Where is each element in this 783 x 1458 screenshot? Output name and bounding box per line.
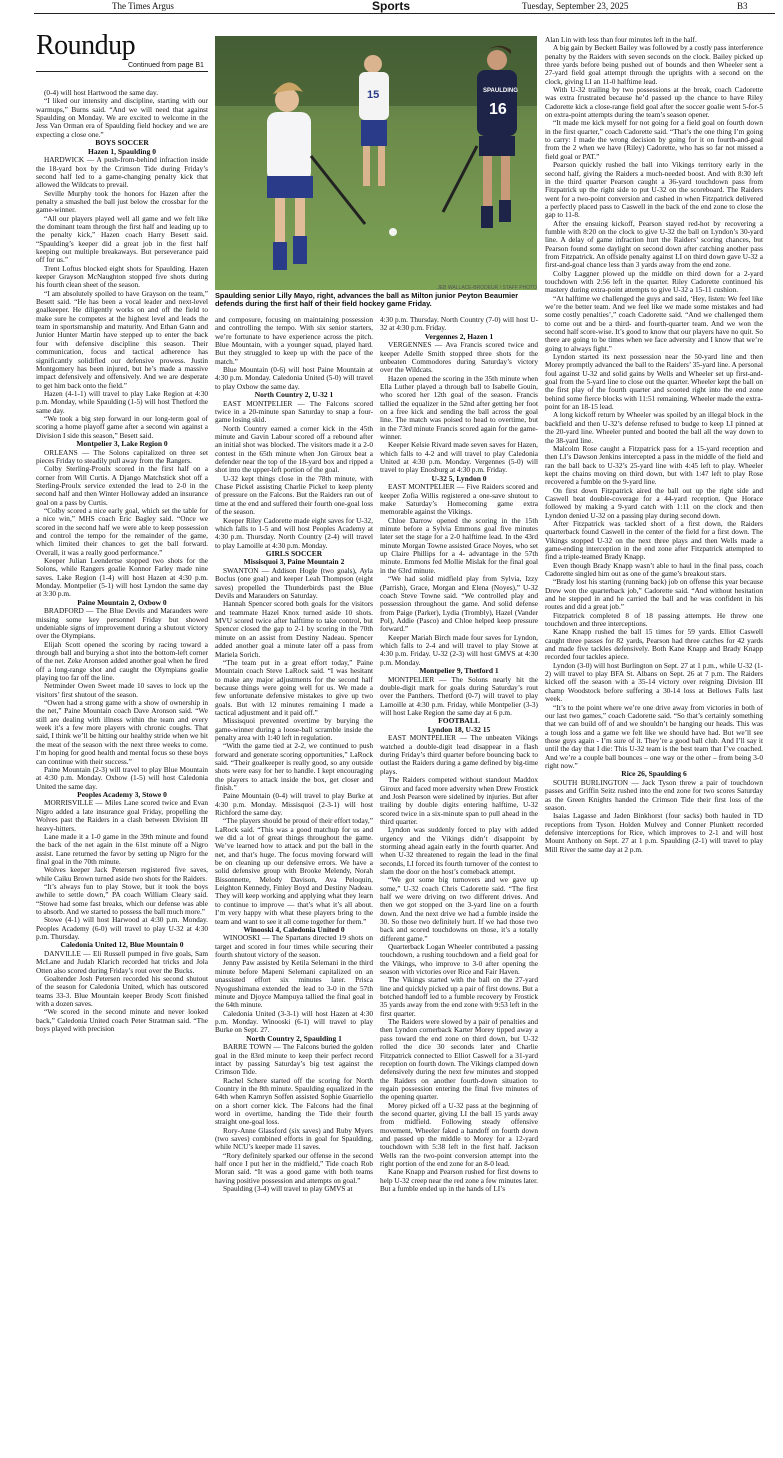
paragraph: Lyndon (3-0) will host Burlington on Sept. 27 at 1 p.m., while U-32 (1-2) will travel to play BFA St. Albans on Sept. 26 at 7 p.m. The Raiders kicked off the season with a 35-14 victory over reigning Division III champ Woodstock before suffering a 30-14 loss at Bellows Falls last week.	[545, 660, 763, 704]
section-heading: Missisquoi 3, Paine Mountain 2	[243, 557, 345, 567]
paragraph: EAST MONTPELIER — Five Raiders scored and keeper Zofia Willis registered a one-save shutout to make Saturday’s Homecoming game extra memorable against the Vikings.	[380, 482, 538, 517]
title-rule	[36, 71, 208, 72]
paragraph: (0-4) will host Hartwood the same day.	[44, 88, 159, 97]
paragraph: and composure, focusing on maintaining possession and controlling the tempo. With six senior starters, we’re fortunate to have experience across the pitch. Blue Mountain, with a younger squad, played hard. But they struggled to keep up with the pace of the match.”	[215, 315, 373, 366]
paragraph: Even though Brady Knapp wasn’t able to haul in the final pass, coach Cadorette singled him out as one of the game’s breakout stars.	[545, 560, 763, 578]
paragraph: Isaias Lagasse and Jaden Binkhorst (four sacks) both hauled in TD receptions from Tyson. Holden Mulvey and Conner Plunkett recorded defensive interceptions for Rice, which improves to 2-1 and will host Mount Anthony on Sept. 27 at 1 p.m. Spaulding (2-1) will travel to play Mill River the same day at 2 p.m.	[545, 811, 763, 854]
issue-date: Tuesday, September 23, 2025	[522, 1, 629, 11]
paragraph: Lyndon was suddenly forced to play with added urgency and the Vikings didn’t disappoint by storming ahead again early in the fourth quarter. And when U-32 threatened to regain the lead in the final seconds, LI forced its fourth turnover of the contest to slam the door on the host’s comeback attempt.	[380, 825, 538, 876]
continued-note: Continued from page B1	[128, 62, 204, 69]
paragraph: Jenny Paw assisted by Ketila Selemani in the third minute before Mapeni Selemani capitalized on an unassisted effort six minutes later. Prisca Nyogushimana extended the lead to 3-0 in the 57th minute and Djoyce Mampuya tallied the final goal in the 64th minute.	[215, 958, 373, 1010]
paragraph: Colby Sterling-Proulx scored in the first half on a corner from Will Curtis. A Django Matchstick shot off a Sterling-Proulx service extended the lead to 2-0 in the second half and then Winter Holloway added an insurance goal on a pass by Curtis.	[36, 464, 208, 507]
article-column-4	[545, 36, 763, 854]
paragraph: MORRISVILLE — Miles Lane scored twice and Evan Nigro added a late insurance goal Friday, propelling the Wolves past the Raiders in a clash between Division III heavy-hitters.	[36, 798, 208, 833]
article-column-2	[215, 316, 373, 1193]
section-heading: Hazen 1, Spaulding 0	[88, 146, 156, 156]
paragraph: Chloe Darrow opened the scoring in the 15th minute before a Sylvia Emmons goal five minutes later set the stage for a 2-0 halftime lead. In the 43rd minute Morgan Towne assisted Grace Noyes, who set up Claire Phillips for a 4- advantage in the 57th minute. Emmons fed Mollie Mislak for the final goal in the 63rd minute.	[380, 515, 538, 575]
paragraph: On first down Fitzpatrick aired the ball out up the right side and Caswell beat double-coverage for a 44-yard reception. Que Horace followed by making a 9-yard catch with 1:11 on the clock and then Lyndon denied U-32 on a passing play during second down.	[545, 485, 763, 520]
paragraph: A long kickoff return by Wheeler was spoiled by an illegal block in the backfield and then U-32’s defense refused to budge to keep LI pinned at the 20-yard line. Wheeler punted and booted the ball all the way down to the 38-yard line.	[545, 410, 763, 445]
paragraph: Wolves keeper Jack Petersen registered five saves, while Caiku Brown turned aside two shots for the Raiders.	[36, 865, 208, 883]
section-heading: Lyndon 18, U-32 15	[427, 724, 491, 734]
paragraph: “At halftime we challenged the guys and said, ‘Hey, listen: We feel like we’re the better team. And we feel like we made some mistakes and had some costly penalties’,” coach Cadorette said. “And we challenged them to come out and be a third- and fourth-quarter team. And we won the second half score-wise. It’s good to know that our players have no quit. So there are going to be times when we face adversity and I know that we’re going to always fight.”	[545, 293, 763, 353]
section-heading: Vergennes 2, Hazen 1	[424, 331, 494, 341]
paragraph: 4:30 p.m. Thursday. North Country (7-0) will host U-32 at 4:30 p.m. Friday.	[380, 315, 538, 333]
paragraph: SOUTH BURLINGTON — Jack Tyson threw a pair of touchdown passes and Griffin Seitz rushed into the end zone for two scores Saturday as the Green Knights handed the Crimson Tide their first loss of the season.	[545, 777, 763, 812]
paragraph: HARDWICK — A push-from-behind infraction inside the 18-yard box by the Crimson Tide during Friday’s second half led to a game-changing penalty kick that allowed the Wildcats to prevail.	[36, 155, 208, 190]
section-heading: North Country 2, U-32 1	[254, 390, 334, 400]
page-title: Roundup	[36, 30, 136, 61]
photo-caption: Spaulding senior Lilly Mayo, right, advances the ball as Milton junior Peyton Beaumier defends during the first half of their field hockey game Friday.	[215, 291, 519, 309]
paragraph: Seville Murphy took the honors for Hazen after the penalty a smashed the ball just below the crossbar for the game-winner.	[36, 188, 208, 215]
paragraph: Pearson quickly rushed the ball into Vikings territory early in the second half, giving the Raiders a much-needed boost. And with 8:30 left in the third quarter Pearson caught a 36-yard touchdown pass from Fitzpatrick up the right side to put U-32 on the scoreboard. The Raiders went for a two-point conversion and cashed in when Fitzpatrick delivered a perfectly placed pass to Caswell in the back of the end zone to close the gap to 11-8.	[545, 160, 763, 220]
paragraph: Rachel Schere started off the scoring for North Country in the 8th minute. Spaulding equalized in the 64th when Kamryn Soffen assisted Sophie Guarriello on a short corner kick. The Falcons had the final word in overtime, handing the Tide their fourth straight one-goal loss.	[215, 1075, 373, 1127]
paragraph: EAST MONTPELIER — The Falcons scored twice in a 20-minute span Saturday to snap a four-game losing skid.	[215, 398, 373, 425]
paragraph: Paine Mountain (2-3) will travel to play Blue Mountain at 4:30 p.m. Monday. Oxbow (1-5) will host Caledonia United the same day.	[36, 764, 208, 791]
paragraph: VERGENNES — Ava Francis scored twice and keeper Adelle Smith stopped three shots for the unbeaten Commodores during Saturday’s victory over the Wildcats.	[380, 340, 538, 375]
paragraph: “I am absolutely spoiled to have Grayson on the team,” Besett said. “He has been a vocal leader and next-level goalkeeper. He diligently works on and off the field to make sure he competes at the highest level and leads the team in sportsmanship and maturity. And Ethan Gann and Junior Hunter Martin have stepped up to enter the back four with defensive discipline this season. Their communication, focus and tactical adherence has significantly solidified our defensive prowess. Justin Montgomery has been injured, but he’s made a massive impact defensively and offensively. And we are desperate to get him back onto the field.”	[36, 288, 208, 390]
paragraph: Alan Lin with less than four minutes left in the half.	[545, 35, 697, 44]
paragraph: Hannah Spencer scored both goals for the visitors and teammate Hazel Knox turned aside 10 shots. MVU scored twice after halftime to take control, but Spencer closed the gap to 2-1 by scoring in the 70th minute on an assist from Destiny Nadeau. Spencer added another goal a minute later off a pass from Mariela Sorich.	[215, 599, 373, 659]
photo-credit: JEB WALLACE-BRODEUR / STAFF PHOTO	[437, 285, 537, 291]
field-hockey-photo	[215, 36, 537, 290]
section-heading: Caledonia United 12, Blue Mountain 0	[60, 940, 184, 950]
paragraph: “All our players played well all game and we felt like the dominant team through the first half and leading up to the penalty kick,” Hazen coach Harry Besett said. “Spaulding’s keeper did a great job in the first half keeping out multiple breakaways. But perseverance paid off for us.”	[36, 213, 208, 265]
paragraph: Rory-Anne Glassford (six saves) and Ruby Myers (two saves) combined efforts in goal for Spaulding, while NCU’s keeper made 11 saves.	[215, 1125, 373, 1152]
paragraph: “It’s to the point where we’re one drive away from victories in both of our last two games,” coach Cadorette said. “So that’s certainly something that we can build off of and we shouldn’t be hanging our heads. This was a tough loss and a game we felt like we should have had. But we’ll see those guys again - I’m sure of it. They’re a good ball club. And I’ll say it until the day that I die: This U-32 team is the best team that I’ve coached. And we’re a couple ball bounces – one way or the other – from being 3-0 right now.”	[545, 702, 763, 770]
paragraph: Goaltender Josh Petersen recorded his second shutout of the season for Caledonia United, which has outscored teams 33-3. Blue Mountain keeper Brody Scott finished with a dozen saves.	[36, 973, 208, 1008]
article-column-1	[36, 89, 208, 1033]
paragraph: BARRE TOWN — The Falcons buried the golden goal in the 83rd minute to keep their perfect record intact by passing Saturday’s big test against the Crimson Tide.	[215, 1042, 373, 1077]
section-name: Sports	[372, 0, 411, 13]
paragraph: Quarterback Logan Wheeler contributed a passing touchdown, a rushing touchdown and a field goal for the Vikings, who improve to 3-0 after opening the season with victories over Rice and Fair Haven.	[380, 942, 538, 977]
section-heading: FOOTBALL	[438, 716, 480, 726]
paragraph: “It made me kick myself for not going for a field goal on fourth down in the first quarter,” coach Cadorette said. “That’s the one thing I’m going to carry: I made the wrong decision by going for it on fourth-and-goal from the 2 when we have (Riley) Cadorette, who has so far not missed a field goal or PAT.”	[545, 118, 763, 161]
paragraph: Caledonia United (3-3-1) will host Hazen at 4:30 p.m. Monday. Winooski (6-1) will travel to play Burke on Sept. 27.	[215, 1008, 373, 1035]
section-heading: Montpelier 9, Thetford 1	[419, 665, 499, 675]
paragraph: The Raiders were slowed by a pair of penalties and then Lyndon cornerback Karter Morey tipped away a pass toward the end zone on third down, but U-32 rolled the dice 30 seconds later and Charlie Fitzpatrick connected to Elliot Caswell for a 31-yard reception on fourth down. The Vikings clamped down defensively during the next few minutes and stopped the Raiders on another fourth-down situation to regain possession entering the final five minutes of the opening quarter.	[380, 1017, 538, 1102]
section-heading: BOYS SOCCER	[95, 138, 149, 148]
photo-illustration	[215, 36, 537, 290]
paragraph: WINOOSKI — The Spartans directed 19 shots on target and scored in four times while securing their fourth shutout victory of the season.	[215, 933, 373, 960]
svg-text:16: 16	[489, 101, 507, 118]
svg-text:15: 15	[367, 89, 380, 101]
article-column-3	[380, 316, 538, 1193]
paragraph: A big gain by Beckett Bailey was followed by a costly pass interference penalty by the Raiders with seven seconds on the clock. Bailey picked up three yards before being pushed out of bounds and then Wheeler sent a 27-yard field goal attempt through the uprights with a second on the clock, giving LI an 11-0 halftime lead.	[545, 43, 763, 86]
paragraph: “Rory definitely sparked our offense in the second half once I put her in the midfield,” Tide coach Rob Moran said. “It was a good game with both teams having positive possession and attempts on goal.”	[215, 1150, 373, 1185]
paragraph: Lyndon started its next possession near the 50-yard line and then Morey promptly advanced the ball to the Raiders’ 35-yard line. A personal foul against U-32 and solid gains by Wells and Wheeler set up first-and-goal from the 5-yard line to close out the quarter. Wheeler kept the ball on the first play of the fourth quarter and scooted right into the end zone behind some fierce blocks with 11:51 remaining. Wheeler made the extra-point for an 18-15 lead.	[545, 352, 763, 412]
section-heading: U-32 5, Lyndon 0	[431, 473, 487, 483]
paragraph: Elijah Scott opened the scoring by racing toward a through ball and burying a shot into the bottom-left corner of the net. Zeke Aronson added another goal when he fired off a long-range shot and caught the Olympians goalie playing too far off the line.	[36, 639, 208, 683]
paragraph: U-32 kept things close in the 78th minute, with Chase Pickel assisting Charlie Pickel to keep plenty of pressure on the Falcons. But the Raiders ran out of time at the end and suffered their fourth one-goal loss of the season.	[215, 473, 373, 517]
section-heading: North Country 2, Spaulding 1	[246, 1033, 342, 1043]
paragraph: After Fitzpatrick was tackled short of a first down, the Raiders quarterback found Caswell in the center of the field for a first down. The Vikings stopped U-32 on the next three plays and then Wells made a game-ending interception in the end zone after Fitzpatrick attempted to find a triple-teamed Brady Knapp.	[545, 518, 763, 562]
section-heading: Paine Mountain 2, Oxbow 0	[77, 597, 167, 607]
paragraph: Missisquoi prevented overtime by burying the game-winner during a loose-ball scramble inside the penalty area with 1:40 left in regulation.	[215, 716, 373, 742]
header-rule	[34, 13, 775, 14]
paragraph: SWANTON — Addison Hogle (two goals), Ayla Boclus (one goal) and keeper Leah Thompson (eight saves) propelled the Thunderbirds past the Blue Devils and Marauders on Saturday.	[215, 566, 373, 601]
paragraph: “We had solid midfield play from Sylvia, Izzy (Parrish), Grace, Morgan and Elena (Noyes),” U-32 coach Steve Towne said. “We controlled play and possession throughout the game. And solid defense from Paige (Parker), Lydia (Trombly), Hazel (Vander Pol), Addie (Pasco) and Chloe helped keep pressure forward.”	[380, 574, 538, 634]
paragraph: “We scored in the second minute and never looked back,” Caledonia United coach Peter Stratman said. “The boys played with precision	[36, 1007, 208, 1033]
paragraph: Blue Mountain (0-6) will host Paine Mountain at 4:30 p.m. Monday. Caledonia United (5-0) will travel to play Oxbow the same day.	[215, 365, 373, 391]
paragraph: After the ensuing kickoff, Pearson stayed red-hot by recovering a fumble with 8:20 on the clock to give U-32 the ball on Lyndon’s 30-yard line. A delay of game infraction hurt the Raiders’ scoring chances, but Pearson found some daylight on second down after catching another pass from Fitzpatrick. An offside penalty against LI on third down gave U-32 a first-and-goal chance less than 3 yards away from the end zone.	[545, 218, 763, 270]
paper-name: The Times Argus	[112, 1, 174, 11]
paragraph: “Brady lost his starting (running back) job on offense this year because Drew won the quarterback job,” Cadorette said. “And without hesitation and he stepped in and he carried the ball and he was confident in his routes and did a great job.”	[545, 577, 763, 612]
paragraph: Keeper Kelsie Rivard made seven saves for Hazen, which falls to 4-2 and will travel to play Caledonia United at 4:30 p.m. Monday. Vergennes (5-0) will travel to play Enosburg at 4:30 p.m. Friday.	[380, 440, 538, 475]
paragraph: Keeper Mariah Birch made four saves for Lyndon, which falls to 2-4 and will travel to play Stowe at 4:30 p.m. Friday. U-32 (2-3) will host GMVS at 4:30 p.m. Monday.	[380, 632, 538, 667]
svg-text:SPAULDING: SPAULDING	[483, 88, 518, 94]
paragraph: “The players should be proud of their effort today,” LaRock said. “This was a good matchup for us and we did a lot of great things throughout the game. We’ve learned how to attack and put the ball in the net, and that’s huge. The focus moving forward will be on cleaning up our defensive errors. We have a solid defensive group with Brooke Melendy, Norah Bissonnette, Melody Davison, Ava Peloquin, Leighton Kennedy, Finley Boyd and Destiny Nadeau. They will keep working and applying what they learn to continue to improve — that’s what it’s all about. I’m very happy with what these players bring to the team and want to see it all come together for them.”	[215, 816, 373, 926]
paragraph: ORLEANS — The Solons capitalized on three set pieces Friday to steadily pull away from the Rangers.	[36, 447, 208, 465]
paragraph: “With the game tied at 2-2, we continued to push forward and generate scoring opportunities,” LaRock said. “Their goalkeeper is really good, so any outside shots were easy for her to handle. I kept encouraging the players to attack inside the box, get closer and finish.”	[215, 741, 373, 792]
paragraph: MONTPELIER — The Solons nearly hit the double-digit mark for goals during Saturday’s rout over the Panthers. Thetford (0-7) will travel to play Lamoille at 4:30 p.m. Friday, while Montpelier (3-3) will host Lake Region the same day at 6 p.m.	[380, 674, 538, 717]
ball	[389, 228, 397, 236]
page-number: B3	[737, 1, 748, 11]
paragraph: Keeper Riley Cadorette made eight saves for U-32, which falls to 1-5 and will host Peoples Academy at 4:30 p.m. Thursday. North Country (2-4) will travel to play Lamoille at 4:30 p.m. Monday.	[215, 515, 373, 550]
section-heading: GIRLS SOCCER	[265, 548, 323, 558]
paragraph: Colby Laggner plowed up the middle on third down for a 2-yard touchdown with 2:56 left in the quarter. Riley Cadorette continued his mastery during extra-point attempts to give U-32 a 15-11 cushion.	[545, 268, 763, 295]
paragraph: Malcolm Rose caught a Fitzpatrick pass for a 15-yard reception and then LI’s Dawson Jenkins intercepted a pass in the middle of the field and ran the ball back to U-32’s 25-yard line with 4:45 left to play. Wheeler kept the chains moving on third down, but with 1:47 left to play Rose recovered a fumble on the 9-yard line.	[545, 443, 763, 487]
paragraph: The Raiders competed without standout Maddox Giroux and faced more adversity when Drew Frostick and Josh Pearson were sidelined by injuries. But after trailing by double digits entering halftime, U-32 scored twice in a six-minute span to pull ahead in the third quarter.	[380, 775, 538, 826]
paragraph: Hazen opened the scoring in the 35th minute when Ella Luther played a through ball to Isabelle Gouin, who scored her 12th goal of the season. Francis tallied the equalizer in the 52nd after getting her foot on a free kick and sending the ball across the goal line. The match was poised to head to overtime, but in the 73rd minute Francis scored again for the game-winner.	[380, 373, 538, 442]
section-heading: Rice 26, Spaulding 6	[621, 769, 687, 779]
section-heading: Winooski 4, Caledonia United 0	[243, 924, 345, 934]
section-heading: Peoples Academy 3, Stowe 0	[77, 789, 167, 799]
paragraph: “I liked our intensity and discipline, starting with our warmups,” Burns said. “And we will need that against Spaulding on Monday. We are excited to welcome in the Jess Van Orman era of Spaulding field hockey and we are expecting a close one.”	[36, 96, 208, 139]
paragraph: Paine Mountain (0-4) will travel to play Burke at 4:30 p.m. Monday. Missisquoi (2-3-1) will host Richford the same day.	[215, 791, 373, 818]
paragraph: “We took a big step forward in our long-term goal of scoring a home playoff game after a second win against a Division I side this season,” Besett said.	[36, 413, 208, 440]
paragraph: Keeper Julian Leendertse stopped two shots for the Solons, while Rangers goalie Konnor Farley made nine saves. Lake Region (1-4) will host Hazen at 4:30 p.m. Monday. Montpelier (5-1) will host Lyndon the same day at 3:30 p.m.	[36, 556, 208, 599]
paragraph: With U-32 trailing by two possessions at the break, coach Cadorette was extra frustrated because he’d passed up the chance to have Riley Cadorette kick a close-range field goal after the soccer goalie went 5-for-5 on extra-point attempts during the team’s season opener.	[545, 85, 763, 120]
paragraph: EAST MONTPELIER — The unbeaten Vikings watched a double-digit lead disappear in a flash during Friday’s third quarter before bouncing back to outlast the Raiders during a game defined by big-time plays.	[380, 733, 538, 776]
paragraph: The Vikings started with the ball on the 27-yard line and quickly picked up a pair of first downs. But a botched handoff led to a fumble recovery by Frostick 35 yards away from the end zone with 9:53 left in the first quarter.	[380, 975, 538, 1018]
paragraph: Hazen (4-1-1) will travel to play Lake Region at 4:30 p.m. Monday, while Spaulding (1-5) will host Thetford the same day.	[36, 388, 208, 415]
paragraph: Fitzpatrick completed 8 of 18 passing attempts. He threw one touchdown and three interceptions.	[545, 610, 763, 629]
paragraph: Lane made it a 1-0 game in the 39th minute and found the back of the net again in the 61st minute off a Nigro assist. Lane returned the favor by setting up Nigro for the final goal in the 70th minute.	[36, 831, 208, 866]
paragraph: Stowe (4-1) will host Harwood at 4:30 p.m. Monday. Peoples Academy (6-0) will travel to play U-32 at 4:30 p.m. Thursday.	[36, 915, 208, 941]
paragraph: Netminder Owen Sweet made 10 saves to lock up the visitors’ first shutout of the season.	[36, 681, 208, 699]
paragraph: “Colby scored a nice early goal, which set the table for a nice win,” MHS coach Eric Bagley said. “Once we scored in the second half we were able to keep possession and control the tempo for the remainder of the game, which limited their chances to get the ball forward. Overall, it was a really good performance.”	[36, 505, 208, 557]
paragraph: “Owen had a strong game with a show of ownership in the net,” Paine Mountain coach Dave Aronson said. “We still are dealing with illness within the team and every week it’s a few more players with chronic coughs. That said, I think we’ll be hitting our healthy stride when we hit the meat of the season with the next three weeks to come. I’m hoping for good health and mental focus so these boys can continue with their success.”	[36, 698, 208, 766]
paragraph: Trent Loftus blocked eight shots for Spaulding. Hazen keeper Grayson McNaughton stopped five shots during his fourth clean sheet of the season.	[36, 263, 208, 290]
paragraph: Kane Knapp and Pearson rushed for first downs to help U-32 creep near the red zone a few minutes later. But a fumble ended up in the hands of LI’s	[380, 1167, 538, 1193]
paragraph: DANVILLE — Eli Russell pumped in five goals, Sam McLane and Judah Klarich recorded hat tricks and Jola Otten also scored during Friday’s rout over the Bucks.	[36, 948, 208, 975]
page-header	[0, 0, 783, 14]
paragraph: “The team put in a great effort today,” Paine Mountain coach Steve LaRock said. “I was hesitant to make any major adjustments for the second half because things were going well for us. We made a few unfortunate defensive mistakes to give up two goals. But with 12 minutes remaining I made a tactical adjustment and it paid off.”	[215, 657, 373, 717]
paragraph: “We got some big turnovers and we gave up some,” U-32 coach Chris Cadorette said. “The first half we were driving on two different drives. And then we got stopped on the 3-yard line on a fourth down. And the next drive we had a fumble inside the 30. So those two definitely hurt. If we had those two back and scored touchdowns on those, it’s a totally different game.”	[380, 875, 538, 943]
paragraph: Kane Knapp rushed the ball 15 times for 59 yards. Elliot Caswell caught three passes for 82 yards, Pearson had three catches for 42 yards and made five tackles defensively. Both Kane Knapp and Brady Knapp recorded four tackles apiece.	[545, 627, 763, 662]
section-heading: Montpelier 3, Lake Region 0	[76, 438, 168, 448]
paragraph: Morey picked off a U-32 pass at the beginning of the second quarter, giving LI the ball 15 yards away from midfield. Following steady offensive movement, Wheeler faked a handoff on fourth down and passed up the middle to Morey for a 12-yard touchdown with 5:38 left in the first half. Jackson Wells ran the two-point conversion attempt into the right portion of the end zone for an 8-0 lead.	[380, 1100, 538, 1168]
paragraph: Spaulding (3-4) will travel to play GMVS at	[223, 1184, 353, 1193]
paragraph: “It’s always fun to play Stowe, but it took the boys awhile to settle down,” PA coach William Cleary said. “Stowe had some fast breaks, which our defense was able to absorb. And we started to possess the ball much more.”	[36, 881, 208, 916]
paragraph: North Country earned a corner kick in the 45th minute and Gavin Labour scored off a rebound after an initial shot was blocked. The visitors made it a 2-0 contest in the 65th minute when Jon Giroux beat a defender near the top of the 18-yard box and ripped a shot into the upper-left portion of the goal.	[215, 423, 373, 475]
paragraph: BRADFORD — The Blue Devils and Marauders were missing some key personnel Friday but showed undeniable signs of improvement during a shutout victory over the Olympians.	[36, 606, 208, 641]
